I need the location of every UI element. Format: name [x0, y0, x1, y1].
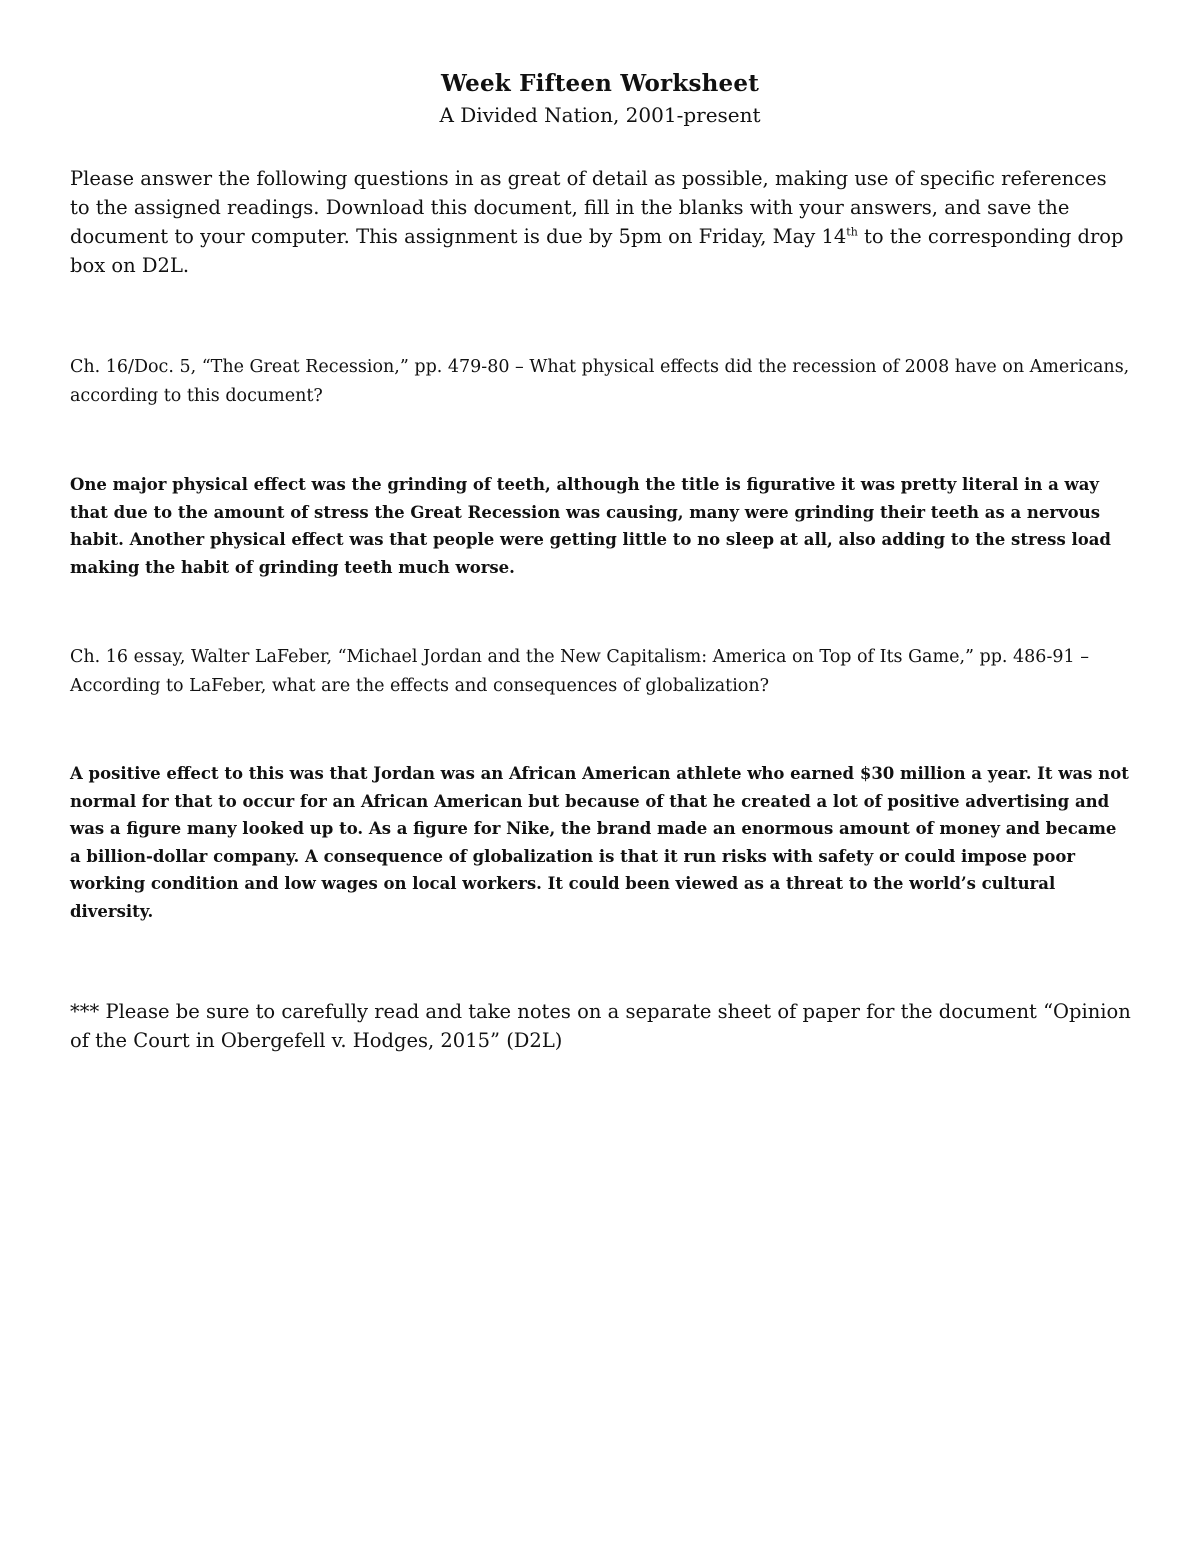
page-subtitle: A Divided Nation, 2001-present — [439, 103, 761, 127]
answer-text: A positive effect to this was that Jordan was an African American athlete who earned $30 million a year. It was not normal for that to occur for an African American but because of that he created a lot of positive advertising and was a figure many looked up to. As a figure for Nike, the brand made an enormous amount of money and became a billion-dollar company. A consequence of globalization is that it run risks with safety or could impose poor working condition and low wages on local workers. It could been viewed as a threat to the world’s cultural diversity. — [70, 764, 1129, 921]
page-title: Week Fifteen Worksheet — [440, 70, 760, 97]
instructions-text: Please answer the following questions in as great of detail as possible, making use of specific references to the assigned readings. Download this document, fill in the blanks with your answers, and save the document to your computer. This assignment is due by 5pm on Friday, May 14 — [70, 167, 1107, 248]
instructions-text-end: to the corresponding drop box on D2L. — [70, 225, 1124, 277]
question-prompt: Ch. 16 essay, Walter LaFeber, “Michael Jordan and the New Capitalism: America on Top of Its Game,” pp. 486-91 – According to LaFeber, what are the effects and consequences of globalization? — [70, 647, 1089, 696]
instructions-paragraph — [70, 164, 1132, 280]
answer-text: One major physical effect was the grinding of teeth, although the title is figurative it was pretty literal in a way that due to the amount of stress the Great Recession was causing, many were grinding their teeth as a nervous habit. Another physical effect was that people were getting little to no sleep at all, also adding to the stress load making the habit of grinding teeth much worse. — [70, 475, 1111, 577]
reading-note: *** Please be sure to carefully read and take notes on a separate sheet of paper for the document “Opinion of the Court in Obergefell v. Hodges, 2015” (D2L) — [70, 1000, 1131, 1052]
date-ordinal-suffix: th — [846, 225, 858, 239]
question-prompt: Ch. 16/Doc. 5, “The Great Recession,” pp. 479-80 – What physical effects did the recession of 2008 have on Americans, according to this document? — [70, 357, 1130, 406]
